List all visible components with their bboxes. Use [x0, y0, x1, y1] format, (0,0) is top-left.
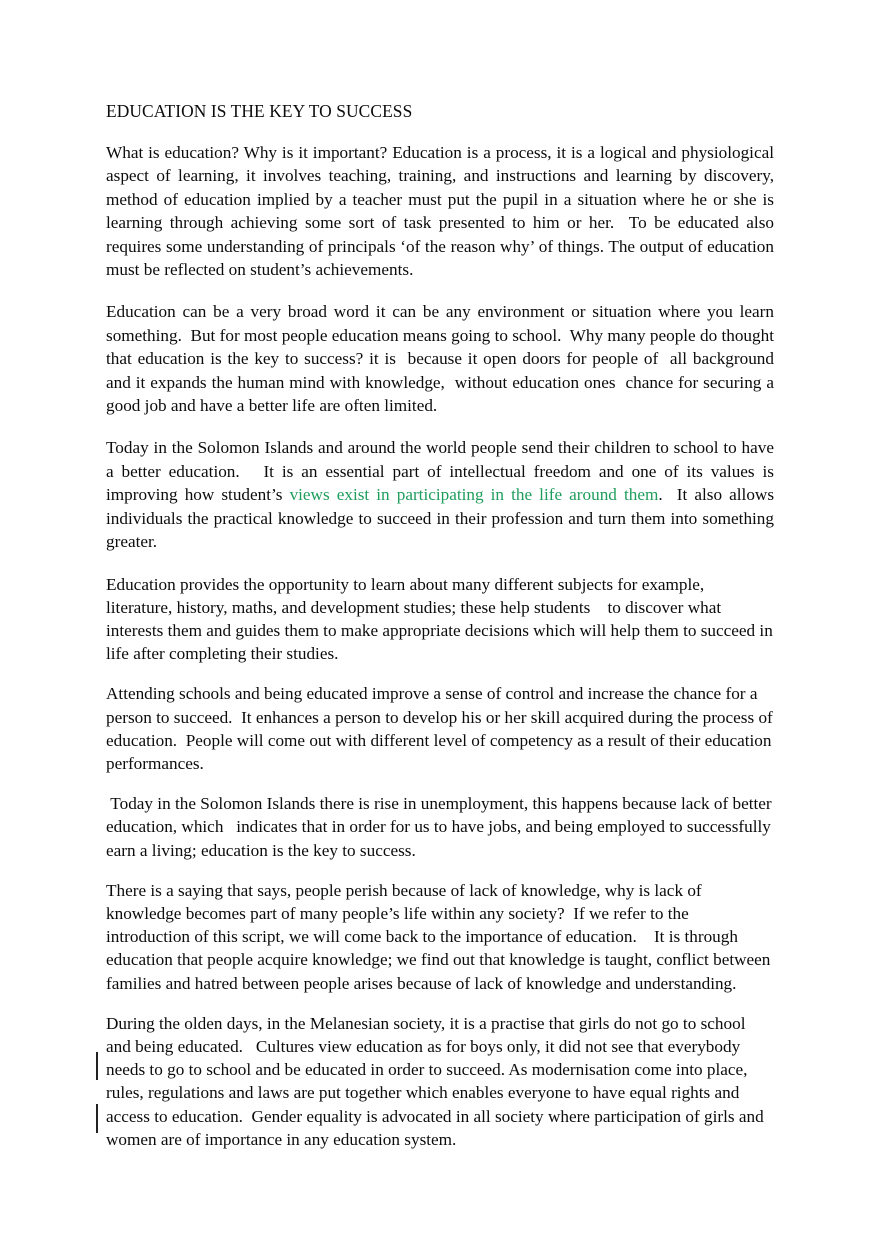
paragraph-5: Attending schools and being educated improve a sense of control and increase the chance for a person to succeed. It enhances a person to develop his or her skill acquired during the process of education. People will come out with different level of competency as a result of their education performances. [106, 684, 778, 773]
paragraph-8: During the olden days, in the Melanesian society, it is a practise that girls do not go to school and being educated. Cultures view education as for boys only, it did not see that everybody needs to go to school and be educated in order to succeed. As modernisation come into place, rules, regulations and laws are put together which enables everyone to have equal rights and access to education. Gender equality is advocated in all society where participation of girls and women are of importance in any education system. [106, 1013, 768, 1149]
document-text-column [106, 100, 779, 1168]
paragraph-3-text-after: . It also allows individuals the practical knowledge to succeed in their profession and turn them into something greater. [106, 485, 779, 552]
page-title: EDUCATION IS THE KEY TO SUCCESS [106, 101, 413, 121]
highlighted-green-text: views exist in participating in the life around them [289, 485, 659, 505]
paragraph-3-text-before: Today in the Solomon Islands and around the world people send their children to school to have a better education. It is an essential part of intellectual freedom and one of its values is improving how student’s [106, 438, 779, 505]
paragraph-1: What is education? Why is it important? Education is a process, it is a logical and physiological aspect of learning, it involves teaching, training, and instructions and learning by discovery, method of education implied by a teacher must put the pupil in a situation where he or she is learning through achieving some sort of task presented to him or her. To be educated also requires some understanding of principals ‘of the reason why’ of things. The output of education must be reflected on student’s achievements. [106, 143, 779, 280]
paragraph-3 [106, 436, 779, 553]
paragraph-7: There is a saying that says, people perish because of lack of knowledge, why is lack of knowledge becomes part of many people’s life within any society? If we refer to the introduction of this script, we will come back to the importance of education. It is through education that people acquire knowledge; we find out that knowledge is taught, conflict between families and hatred between people arises because of lack of knowledge and understanding. [106, 880, 775, 993]
revision-change-bar-2 [96, 1104, 98, 1133]
paragraph-6: Today in the Solomon Islands there is rise in unemployment, this happens because lack of better education, which indicates that in order for us to have jobs, and being employed to successfully earn a living; education is the key to success. [106, 794, 776, 860]
paragraph-2: Education can be a very broad word it can be any environment or situation where you learn something. But for most people education means going to school. Why many people do thought that education is the key to success? it is because it open doors for people of all background and it expands the human mind with knowledge, without education ones chance for securing a good job and have a better life are often limited. [106, 302, 779, 416]
revision-change-bar-1 [96, 1052, 98, 1080]
paragraph-4: Education provides the opportunity to learn about many different subjects for example, literature, history, maths, and development studies; these help students to discover what interests them and guides them to make appropriate decisions which will help them to succeed in life after completing their studies. [106, 574, 778, 664]
